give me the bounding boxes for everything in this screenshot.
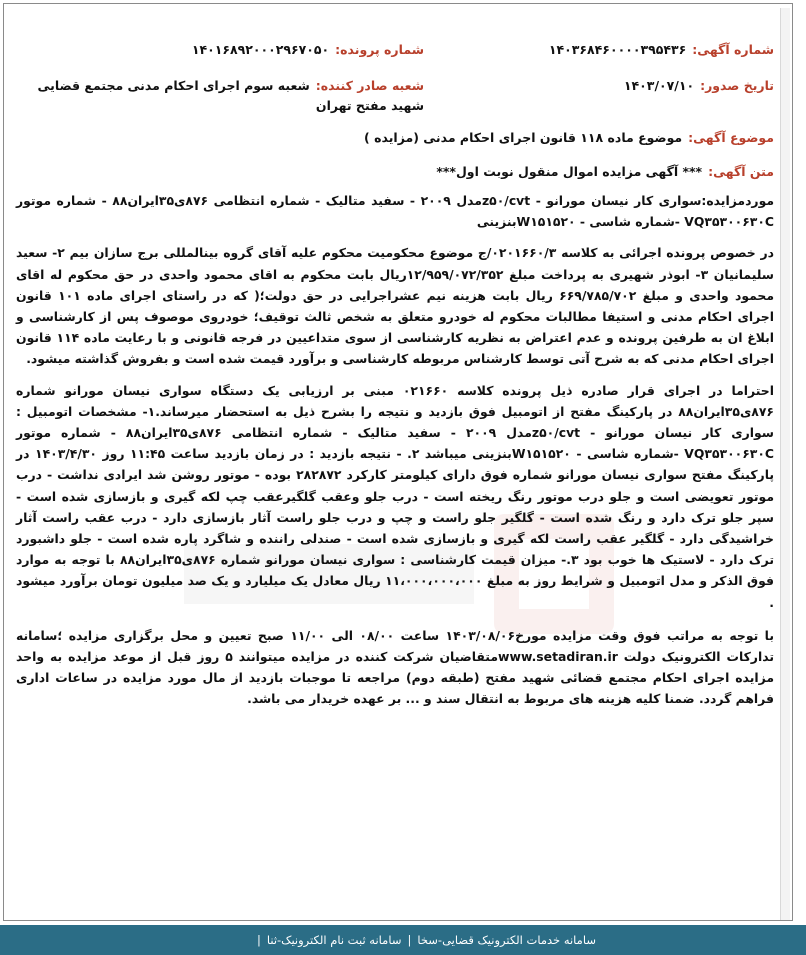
notice-subject xyxy=(16,128,774,148)
notice-text-title xyxy=(16,162,774,182)
issuer xyxy=(14,76,424,116)
subject-value: موضوع ماده ۱۱۸ قانون اجرای احکام مدنی (مزایده ) xyxy=(364,130,683,145)
issue-date xyxy=(624,76,774,96)
vertical-scrollbar[interactable] xyxy=(780,8,790,921)
auction-item-paragraph: موردمزایده:سواری کار نیسان مورانو - z۵۰/cvtمدل ۲۰۰۹ - سفید متالیک - شماره انتظامی ۸۷۶ی۳۵ایران۸۸ - شماره موتور VQ۳۵۳۰۰۶۳۰C -شماره شاسی - W۱۵۱۵۲۰بنزینی xyxy=(16,193,775,230)
text-title-value: *** آگهی مزایده اموال منقول نوبت اول*** xyxy=(436,164,703,179)
notice-meta xyxy=(16,4,774,126)
case-number-label: شماره پرونده: xyxy=(335,42,424,57)
expert-report-paragraph: احتراما در اجرای قرار صادره ذیل پرونده کلاسه ۰۲۱۶۶۰ مبنی بر ارزیابی یک دستگاه سواری نیسان مورانو شماره ۸۷۶ی۳۵ایران۸۸ در پارکینگ مفتح از اتومبیل فوق بازدید و نتیجه را بشرح ذیل به استحضار میرساند.۱- مشخصات اتومبیل : سواری کار نیسان مورانو - z۵۰/cvtمدل ۲۰۰۹ - سفید متالیک - شماره انتظامی ۸۷۶ی۳۵ایران۸۸ - شماره موتور VQ۳۵۳۰۰۶۳۰C -شماره شاسی - W۱۵۱۵۲۰بنزینی میباشد ۲. - نتیجه بازدید : در زمان بازدید ساعت ۱۱:۴۵ روز ۱۴۰۳/۴/۳۰ در پارکینگ مفتح سواری نیسان مورانو شماره فوق دارای کیلومتر کارکرد ۲۸۲۸۷۲ بوده - موتور روشن شد ایرادی نداشت - درب موتور تعویضی است و جلو درب موتور رنگ ریخته است - درب جلو وعقب گلگیرعقب چپ لکه گیری و بازسازی شده است - سپر جلو ترک دارد و رنگ شده است - گلگیر جلو راست و چپ و درب جلو راست آثار بازسازی دارد - درب عقب راست آثار خراشیدگی دارد - گلگیر عقب راست لکه گیری و بازسازی شده است - صندلی راننده و شاگرد پاره شده است - جلو داشبورد ترک دارد - لاستیک ها خوب بود ۳.- میزان قیمت کارشناسی : سواری نیسان مورانو شماره ۸۷۶ی۳۵ایران۸۸ با توجه به موارد فوق الذکر و مدل اتومبیل و شرایط روز به مبلغ ۱۱،۰۰۰،۰۰۰،۰۰۰ ریال معادل یک میلیارد و یک صد میلیون تومان برآورد میشود . xyxy=(16,382,775,610)
issuer-value: شعبه سوم اجرای احکام مدنی مجتمع قضایی شهید مفتح تهران xyxy=(37,78,424,113)
case-number-value: ۱۴۰۱۶۸۹۲۰۰۰۲۹۶۷۰۵۰ xyxy=(191,42,330,57)
auction-schedule-paragraph: با توجه به مراتب فوق وقت مزایده مورخ۱۴۰۳/۰۸/۰۶ ساعت ۰۸/۰۰ الی ۱۱/۰۰ صبح تعیین و محل برگزاری مزایده ؛سامانه تدارکات الکترونیک دولت www.setadiran.irمتقاضیان شرکت کننده در مزایده میتوانند ۵ روز قبل از موعد مزایده به واحد مزایده اجرای احکام مجتمع قضائی شهید مفتح (طبقه دوم) مراجعه تا موجبات بازدید از مال مورد مزایده در ساعات اداری فراهم گردد. ضمنا کلیه هزینه های مربوط به انتقال سند و ... بر عهده خریدار می باشد. xyxy=(16,627,774,707)
notice-number-label: شماره آگهی: xyxy=(692,42,774,57)
notice-content xyxy=(16,4,774,710)
footer-link-sakha[interactable]: سامانه خدمات الکترونیک قضایی-سخا xyxy=(417,933,596,947)
text-label: متن آگهی: xyxy=(708,164,774,179)
case-number xyxy=(192,40,424,60)
notice-number xyxy=(549,40,774,60)
notice-panel xyxy=(3,3,793,921)
issue-date-label: تاریخ صدور: xyxy=(700,78,774,93)
case-paragraph: در خصوص پرونده اجرائی به کلاسه ۰۲۰۱۶۶۰/۳/ج موضوع محکومیت محکوم علیه آقای گروه بینالمللی برج سازان بیم ۲- سعید سلیمانیان ۳- ابوذر شهیری به پرداخت مبلغ ۱۲/۹۵۹/۰۷۲/۳۵۲ریال بابت محکوم به اقای محمود واحدی در حق محکوم له اقای محمود واحدی و مبلغ ۶۶۹/۷۸۵/۷۰۲ ریال بابت هزینه نیم عشراجرایی در حق دولت؛( که در راستای اجرای ماده ۱۰۱ قانون اجرای احکام مدنی و استیفا مطالبات محکوم له خودرو متعلق به شخص ثالث توقیف؛ خودروی موصوف پس از کارشناسی و ابلاغ ان به طرفین پرونده و عدم اعتراض به نظریه کارشناسی از سوی متداعیین در فرجه قانونی و با رعایت ماده ۱۱۴ قانون اجرای احکام مدنی که به شرح آتی توسط کارشناس مربوطه کارشناسی و برآورد قیمت شده است و بفروش گذاشته میشود. xyxy=(16,245,775,367)
notice-number-value: ۱۴۰۳۶۸۴۶۰۰۰۰۳۹۵۴۳۶ xyxy=(548,42,687,57)
footer-separator-trailing: | xyxy=(256,933,261,947)
subject-label: موضوع آگهی: xyxy=(688,130,774,145)
footer-separator: | xyxy=(407,933,412,947)
footer-link-sana[interactable]: سامانه ثبت نام الکترونیک-ثنا xyxy=(266,933,402,947)
footer-bar xyxy=(0,925,806,955)
issue-date-value: ۱۴۰۳/۰۷/۱۰ xyxy=(623,78,695,93)
issuer-label: شعبه صادر کننده: xyxy=(315,78,424,93)
